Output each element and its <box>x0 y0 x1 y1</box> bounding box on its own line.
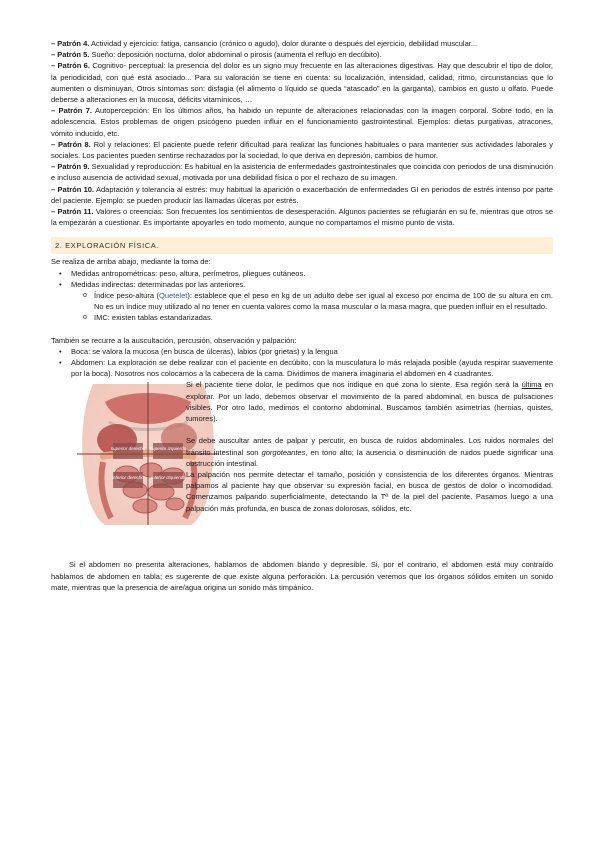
measures-list <box>51 268 553 324</box>
intro-text: Se realiza de arriba abajo, mediante la toma de: <box>51 257 211 267</box>
pattern-9: – Patrón 9. Sexualidad y reproducción: Es habitual en la asistencia de enfermedades gastrointestinales que coincida con periodos de una disminución e incluso ausencia de actividad sexual, motivada por una debilidad física o por el rechazo de su imagen. <box>51 162 553 183</box>
quadrant-label-q1: superior derecho <box>110 446 146 452</box>
list-item: • Medidas indirectas: determinadas por las anteriores. o Índice peso-altura (Quetelet): establece que el peso en kg de un adulto debe ser igual al exceso por encima de 100 de su altura en cm. No es un índice muy utilizado al no tener en cuenta valores como la masa muscular o la masa magra, que pueden influir en el resultado. o IMC: existen tablas estandarizadas. <box>51 279 553 324</box>
pattern-8: – Patrón 8. Rol y relaciones: El paciente puede referir dificultad para realizar las funciones habituales o para mantener sus actividades laborales y sociales. Los pacientes pueden sentirse rechazados por la sociedad, lo que deriva en depresión, cambios de humor. <box>51 139 553 161</box>
patterns-list <box>51 38 553 228</box>
quetelet-link[interactable]: Quetelet <box>159 291 188 301</box>
abdomen-explanation <box>186 379 553 513</box>
list-item-abdomen: • Abdomen: La exploración se debe realizar con el paciente en decúbito, con la musculatura lo más relajada posible (ayuda respirar suavemente por la boca). Nosotros nos colocamos a la cabecera de la cama. Dividimos de manera imaginaria el abdomen en 4 cuadrantes. <box>51 357 553 379</box>
section-heading: 2. EXPLORACIÓN FÍSICA. <box>51 237 553 254</box>
pattern-4: – Patrón 4. Actividad y ejercicio: fatiga, cansancio (crónico o agudo), dolor durante o después del ejercicio, debilidad muscular... <box>51 39 478 48</box>
exam-list <box>51 346 553 380</box>
pattern-5: – Patrón 5. Sueño: deposición nocturna, dolor abdominal o pirosis (aumenta el reflujo en decúbito). <box>51 50 382 60</box>
paragraph-auscultation: Se debe auscultar antes de palpar y percutir, en busca de ruidos abdominales. Los ruidos normales del tránsito intestinal son gorgoteantes, en tono alto; la ausencia o disminución de ruidos puede significar una obstrucción intestinal. <box>186 436 553 468</box>
quadrant-label-q4: inferior izquierdo <box>151 475 185 481</box>
list-item: o Índice peso-altura (Quetelet): establece que el peso en kg de un adulto debe ser igual al exceso por encima de 100 de su altura en cm. No es un índice muy utilizado al no tener en cuenta valores como la masa muscular o la masa magra, que pueden influir en el resultado. <box>71 290 553 312</box>
list-item-boca: • Boca: se valora la mucosa (en busca de úlceras), labios (por grietas) y la lengua <box>51 346 553 357</box>
quadrant-label-q2: superior izquierdo <box>149 446 187 452</box>
paragraph-observation: Si el paciente tiene dolor, le pedimos que nos indique en qué zona lo siente. Esa región será la última en explorar. Por un lado, debemos observar el movimiento de la pared abdominal, en busca de pulsaciones visibles. Por otro lado, medimos el contorno abdominal. Buscamos también asimetrías (hernias, quistes, tumores). <box>186 380 553 424</box>
quadrant-label-q3: inferior derecho <box>112 475 144 481</box>
page-content <box>51 38 553 593</box>
abdomen-section <box>51 379 553 559</box>
pattern-11: – Patrón 11. Valores o creencias: Son frecuentes los sentimientos de desesperación. Algunos pacientes se refugiarán en su fe, mientras que otros se la empezarán a cuestionar. Es importante apoyarles en todo momento, aunque no compartamos el mismo punto de vista. <box>51 207 554 228</box>
list-item: • Medidas antropométricas: peso, altura, perímetros, pliegues cutáneos. <box>51 268 553 279</box>
closing-paragraph: Si el abdomen no presenta alteraciones, hablamos de abdomen blando y depresible. Si, por el contrario, el abdomen está muy contraído hablamos de abdomen en tabla; es sugerente de que existe alguna perforación. La percusión veremos que los órganos sólidos emiten un sonido mate, mientras que la presencia de aire/agua origina un sonido más timpánico. <box>51 560 553 592</box>
also-text: También se recurre a la auscultación, percusión, observación y palpación: <box>51 335 297 345</box>
sub-list <box>71 290 553 324</box>
pattern-7: – Patrón 7. Autopercepción: En los últimos años, ha habido un repunte de alteraciones relacionadas con la imagen corporal. Sobre todo, en la adolescencia. Estos problemas de origen psicógeno pueden influir en el funcionamiento gastrointestinal. Ejemplos: dietas purgativas, atracones, vómito inducido, etc. <box>51 106 553 138</box>
paragraph-palpation: La palpación nos permite detectar el tamaño, posición y consistencia de los diferentes órganos. Mientras palpamos al paciente hay que observar su expresión facial, en busca de gestos de dolor o incomodidad. Comenzamos palpando superficialmente, detectando la Tª de la piel del paciente. Pasamos luego a una palpación más profunda, en busca de zonas dolorosas, sólidos, etc. <box>186 469 553 513</box>
pattern-6: – Patrón 6. Cognitivo- perceptual: la presencia del dolor es un signo muy frecuente en las alteraciones digestivas. Hay que descubrir el tipo de dolor, la periodicidad, con qué está asociado... Para su valoración se tiene en cuenta: su localización, intensidad, calidad, ritmo, circunstancias que lo aumenten o disminuyan, Otros síntomas son: disfagia (el alimento o líquido se queda “atascado” en la garganta), cambios en gusto u olfato. Puede deberse a alteraciones en la mucosa, déficits vitamínicos, … <box>51 61 553 105</box>
list-item: o IMC: existen tablas estandarizadas. <box>71 312 553 323</box>
pattern-10: – Patrón 10. Adaptación y tolerancia al estrés: muy habitual la aparición o exacerbación de enfermedades GI en periodos de estrés intenso por parte del paciente. Ejemplo: se pueden producir las llamadas úlceras por estrés. <box>51 184 553 205</box>
